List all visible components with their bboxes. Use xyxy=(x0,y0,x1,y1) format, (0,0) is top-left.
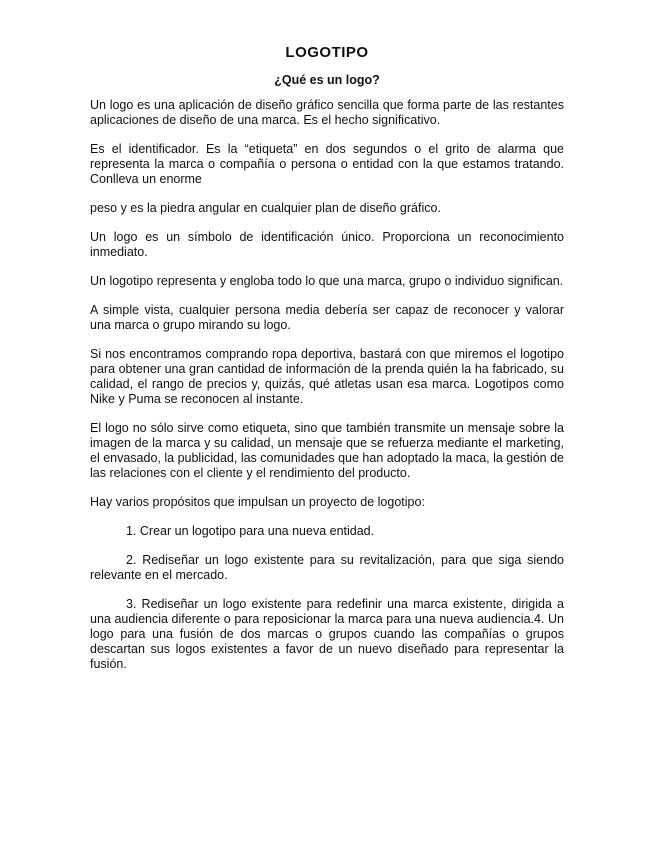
paragraph-8: El logo no sólo sirve como etiqueta, sino que también transmite un mensaje sobre la imagen de la marca y su calidad, un mensaje que se refuerza mediante el marketing, el envasado, la publicidad, las comunidades que han adoptado la maca, la gestión de las relaciones con el cliente y el rendimiento del producto. xyxy=(90,421,564,480)
paragraph-9: Hay varios propósitos que impulsan un proyecto de logotipo: xyxy=(90,495,425,509)
list-item-2: 2. Rediseñar un logo existente para su revitalización, para que siga siendo relevante en el mercado. xyxy=(90,553,564,582)
paragraph-6: A simple vista, cualquier persona media debería ser capaz de reconocer y valorar una marca o grupo mirando su logo. xyxy=(90,303,564,332)
paragraph-7: Si nos encontramos comprando ropa deportiva, bastará con que miremos el logotipo para obtener una gran cantidad de información de la prenda quién la ha fabricado, su calidad, el rango de precios y, quizás, qué atletas usan esa marca. Logotipos como Nike y Puma se reconocen al instante. xyxy=(90,347,564,406)
list-item-3: 3. Rediseñar un logo existente para redefinir una marca existente, dirigida a una audiencia diferente o para reposicionar la marca para una nueva audiencia.4. Un logo para una fusión de dos marcas o grupos cuando las compañías o grupos descartan sus logos existentes a favor de un nuevo diseñado para representar la fusión. xyxy=(90,597,564,671)
paragraph-1: Un logo es una aplicación de diseño gráfico sencilla que forma parte de las restantes aplicaciones de diseño de una marca. Es el hecho significativo. xyxy=(90,98,564,127)
document-page xyxy=(90,44,564,686)
list-item-1: 1. Crear un logotipo para una nueva entidad. xyxy=(126,524,375,538)
paragraph-5: Un logotipo representa y engloba todo lo que una marca, grupo o individuo significan. xyxy=(90,274,564,288)
paragraph-3: peso y es la piedra angular en cualquier plan de diseño gráfico. xyxy=(90,201,441,215)
paragraph-2: Es el identificador. Es la “etiqueta” en dos segundos o el grito de alarma que representa la marca o compañía o persona o entidad con la que estamos tratando. Conlleva un enorme xyxy=(90,142,564,186)
paragraph-4: Un logo es un símbolo de identificación único. Proporciona un reconocimiento inmediato. xyxy=(90,230,564,259)
document-subtitle: ¿Qué es un logo? xyxy=(274,73,380,87)
document-title: LOGOTIPO xyxy=(285,44,369,61)
